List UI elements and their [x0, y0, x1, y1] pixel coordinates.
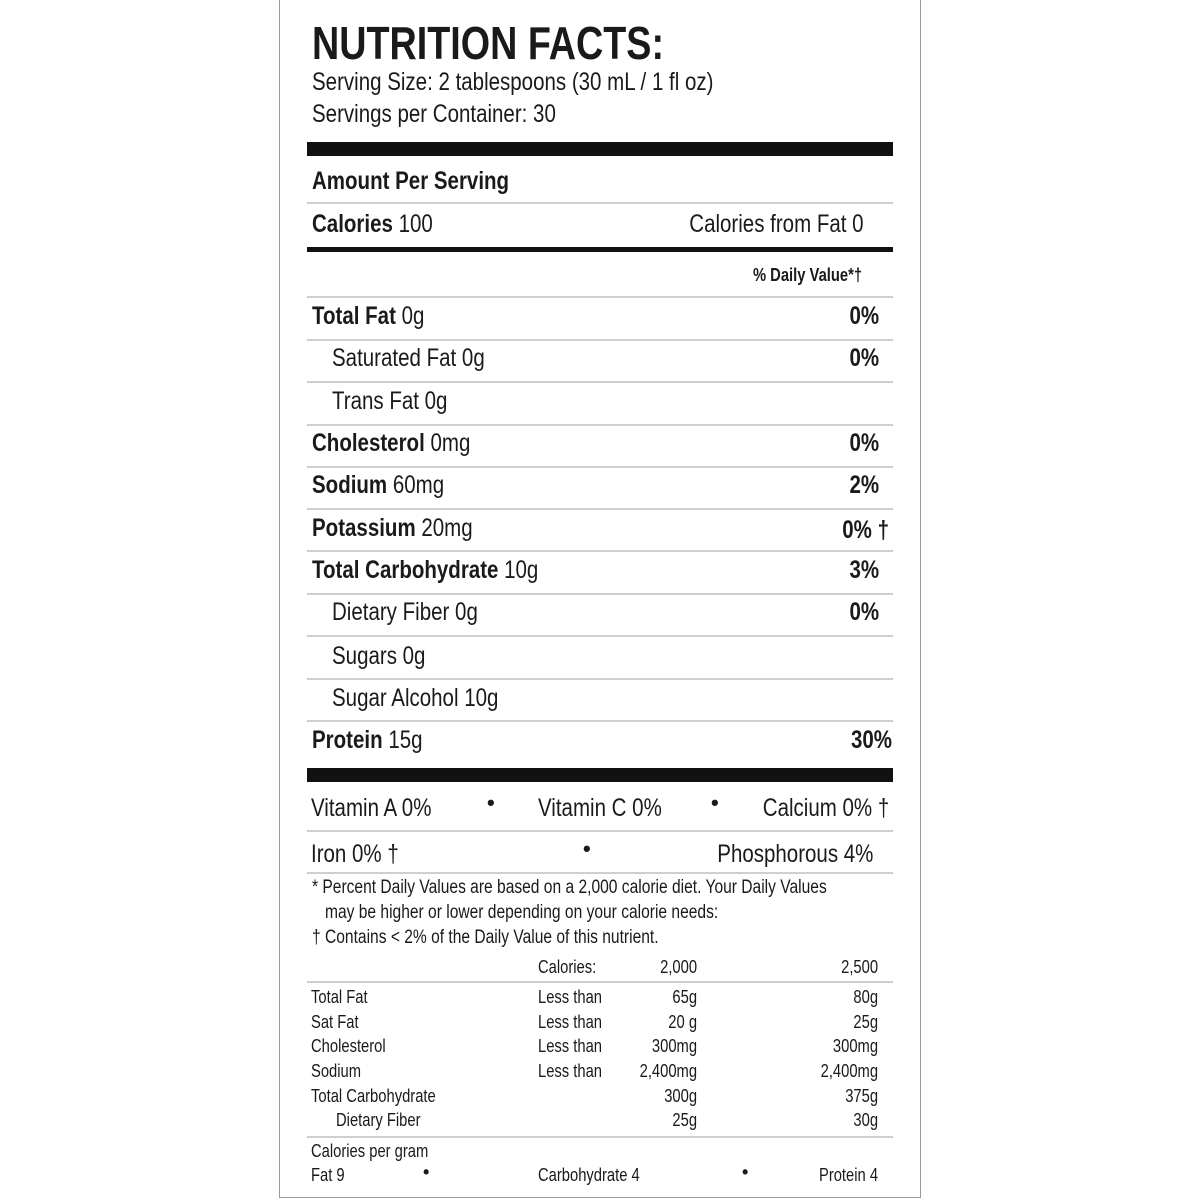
nutrient-dv: 2%	[849, 471, 879, 499]
nutrient-amount: 10g	[464, 684, 499, 712]
nutrient-name: Total Carbohydrate	[312, 556, 499, 584]
footnote-line-3: † Contains < 2% of the Daily Value of this nutrient.	[312, 927, 659, 948]
nutrient-amount: 60mg	[392, 471, 445, 499]
divider	[307, 720, 893, 722]
vitamin-c: Vitamin C 0%	[538, 794, 662, 822]
divider	[307, 424, 893, 426]
dv-table-col1-header: 2,000	[660, 957, 697, 977]
divider	[307, 635, 893, 637]
nutrient-amount: 0g	[461, 344, 485, 372]
dv-row-name: Sat Fat	[311, 1012, 359, 1032]
nutrient-amount: 20mg	[421, 514, 473, 542]
footnote-line-1: * Percent Daily Values are based on a 2,000 calorie diet. Your Daily Values	[312, 877, 827, 898]
calcium: Calcium 0% †	[762, 794, 889, 822]
daily-value-header: % Daily Value*†	[752, 265, 862, 285]
nutrient-amount: 0g	[424, 387, 448, 415]
dv-table-calories-label: Calories:	[538, 957, 597, 977]
nutrient-amount: 0mg	[430, 429, 471, 457]
dv-row-value-2000: 20 g	[668, 1012, 697, 1032]
divider	[307, 381, 893, 383]
nutrient-amount: 0g	[455, 598, 478, 626]
divider	[307, 678, 893, 680]
nutrient-name: Saturated Fat	[332, 344, 457, 372]
calories-per-gram-fat: Fat 9	[311, 1165, 345, 1185]
dv-row-value-2000: 300mg	[651, 1036, 697, 1056]
thick-divider	[307, 768, 893, 782]
nutrient-name: Cholesterol	[312, 429, 425, 457]
thick-divider	[307, 142, 893, 156]
dv-row-name: Cholesterol	[311, 1036, 386, 1056]
dv-row-value-2000: 2,400mg	[639, 1061, 697, 1081]
divider	[307, 872, 893, 874]
nutrient-name: Total Fat	[312, 302, 396, 330]
calories-per-gram-protein: Protein 4	[818, 1165, 878, 1185]
dv-row-value-2500: 375g	[845, 1086, 878, 1106]
divider	[307, 593, 893, 595]
dv-row-qualifier: Less than	[538, 1036, 603, 1056]
bullet: •	[583, 836, 591, 861]
dv-row-value-2500: 80g	[853, 987, 878, 1007]
calories-value: 100	[398, 210, 433, 238]
phosphorous: Phosphorous 4%	[716, 840, 873, 868]
dv-row-value-2500: 2,400mg	[820, 1061, 878, 1081]
nutrient-dv: 3%	[849, 556, 879, 584]
nutrient-amount: 0g	[401, 302, 425, 330]
dv-row-qualifier: Less than	[538, 1012, 603, 1032]
nutrient-dv: 0%	[849, 598, 879, 626]
nutrient-name: Sugars	[332, 642, 397, 670]
iron: Iron 0% †	[311, 840, 399, 868]
nutrient-dv: 0% †	[842, 516, 889, 544]
divider	[307, 830, 893, 832]
calories-per-gram-label: Calories per gram	[311, 1141, 429, 1161]
nutrient-dv: 0%	[849, 429, 879, 457]
bullet: •	[487, 790, 495, 815]
dv-row-value-2500: 30g	[853, 1110, 878, 1130]
dv-table-col2-header: 2,500	[841, 957, 878, 977]
serving-size: Serving Size: 2 tablespoons (30 mL / 1 fl oz)	[312, 68, 714, 96]
divider	[307, 981, 893, 983]
nutrient-name: Protein	[312, 726, 383, 754]
nutrient-amount: 10g	[504, 556, 539, 584]
nutrient-name: Sodium	[312, 471, 388, 499]
label-title: NUTRITION FACTS:	[312, 17, 665, 69]
calories-row	[312, 210, 433, 239]
nutrient-name: Trans Fat	[332, 387, 419, 415]
amount-per-serving: Amount Per Serving	[312, 167, 510, 195]
medium-divider	[307, 247, 893, 252]
divider	[307, 1136, 893, 1138]
divider	[307, 296, 893, 298]
footnote-line-2: may be higher or lower depending on your calorie needs:	[325, 902, 719, 923]
dv-row-value-2000: 65g	[672, 987, 697, 1007]
bullet: •	[711, 790, 719, 815]
divider	[307, 508, 893, 510]
nutrient-amount: 0g	[402, 642, 426, 670]
bullet: •	[742, 1162, 749, 1182]
dv-row-name: Dietary Fiber	[336, 1110, 421, 1130]
nutrient-dv: 0%	[849, 302, 879, 330]
nutrient-name: Sugar Alcohol	[332, 684, 459, 712]
divider	[307, 202, 893, 204]
nutrient-name: Potassium	[312, 514, 416, 542]
calories-per-gram-carb: Carbohydrate 4	[538, 1165, 640, 1185]
dv-row-value-2000: 300g	[664, 1086, 697, 1106]
nutrient-dv: 0%	[849, 344, 879, 372]
divider	[307, 466, 893, 468]
nutrient-dv: 30%	[850, 726, 892, 754]
vitamin-a: Vitamin A 0%	[311, 794, 432, 822]
dv-row-qualifier: Less than	[538, 1061, 603, 1081]
nutrient-name: Dietary Fiber	[332, 598, 450, 626]
dv-row-name: Total Carbohydrate	[311, 1086, 436, 1106]
dv-row-value-2000: 25g	[672, 1110, 697, 1130]
bullet: •	[423, 1162, 430, 1182]
nutrient-amount: 15g	[388, 726, 423, 754]
dv-row-value-2500: 25g	[853, 1012, 878, 1032]
divider	[307, 550, 893, 552]
dv-row-name: Total Fat	[311, 987, 368, 1007]
calories-label: Calories	[312, 210, 393, 238]
dv-row-value-2500: 300mg	[832, 1036, 878, 1056]
dv-row-name: Sodium	[311, 1061, 362, 1081]
divider	[307, 339, 893, 341]
dv-row-qualifier: Less than	[538, 987, 603, 1007]
servings-per-container: Servings per Container: 30	[312, 100, 556, 128]
calories-from-fat: Calories from Fat 0	[689, 210, 864, 238]
